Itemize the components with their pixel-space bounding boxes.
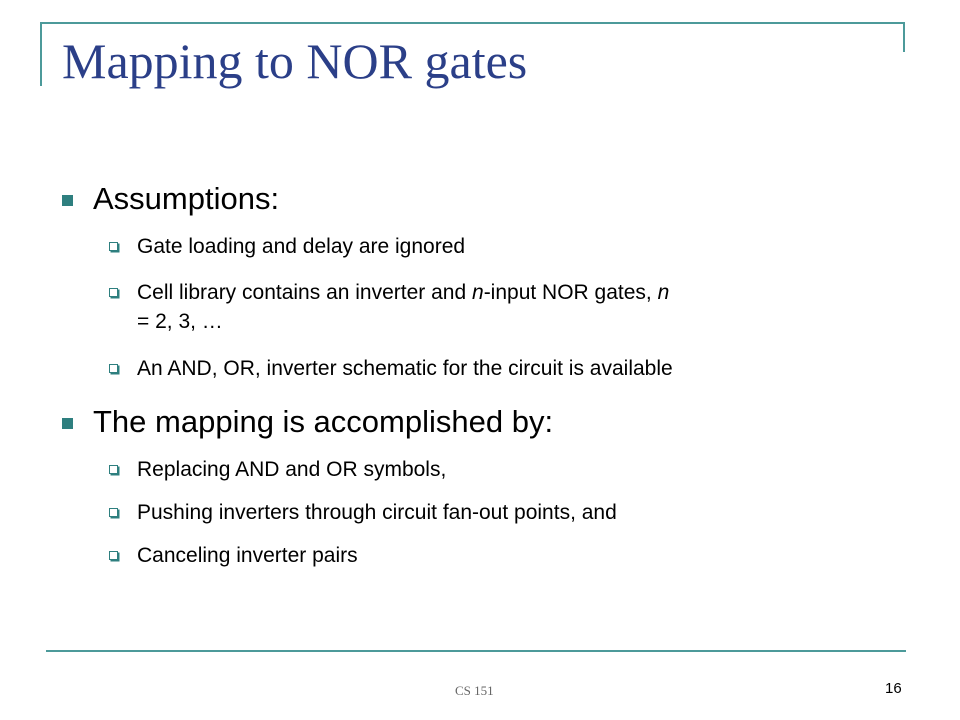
square-bullet-icon — [62, 195, 73, 206]
bullet-mapping: The mapping is accomplished by: — [93, 404, 554, 439]
sub-bullet: An AND, OR, inverter schematic for the circuit is available — [137, 357, 673, 380]
square-bullet-icon — [62, 418, 73, 429]
frame-right-line — [903, 22, 905, 52]
hollow-square-bullet-icon — [109, 364, 118, 373]
hollow-square-bullet-icon — [109, 551, 118, 560]
hollow-square-bullet-icon — [109, 465, 118, 474]
slide-title: Mapping to NOR gates — [62, 33, 528, 89]
frame-top-line — [40, 22, 905, 24]
sub-bullet: Cell library contains an inverter and n-input NOR gates, n — [137, 281, 670, 304]
hollow-square-bullet-icon — [109, 288, 118, 297]
frame-left-line — [40, 22, 42, 86]
hollow-square-bullet-icon — [109, 508, 118, 517]
sub-bullet: Replacing AND and OR symbols, — [137, 458, 447, 481]
footer-divider — [46, 650, 906, 652]
page-number: 16 — [885, 680, 902, 697]
sub-bullet: Pushing inverters through circuit fan-out points, and — [137, 501, 617, 524]
bullet-assumptions: Assumptions: — [93, 181, 280, 216]
footer-course: CS 151 — [455, 683, 494, 698]
sub-bullet: Canceling inverter pairs — [137, 544, 358, 567]
hollow-square-bullet-icon — [109, 242, 118, 251]
sub-bullet: Gate loading and delay are ignored — [137, 235, 466, 258]
sub-bullet-continuation: = 2, 3, … — [137, 310, 223, 333]
